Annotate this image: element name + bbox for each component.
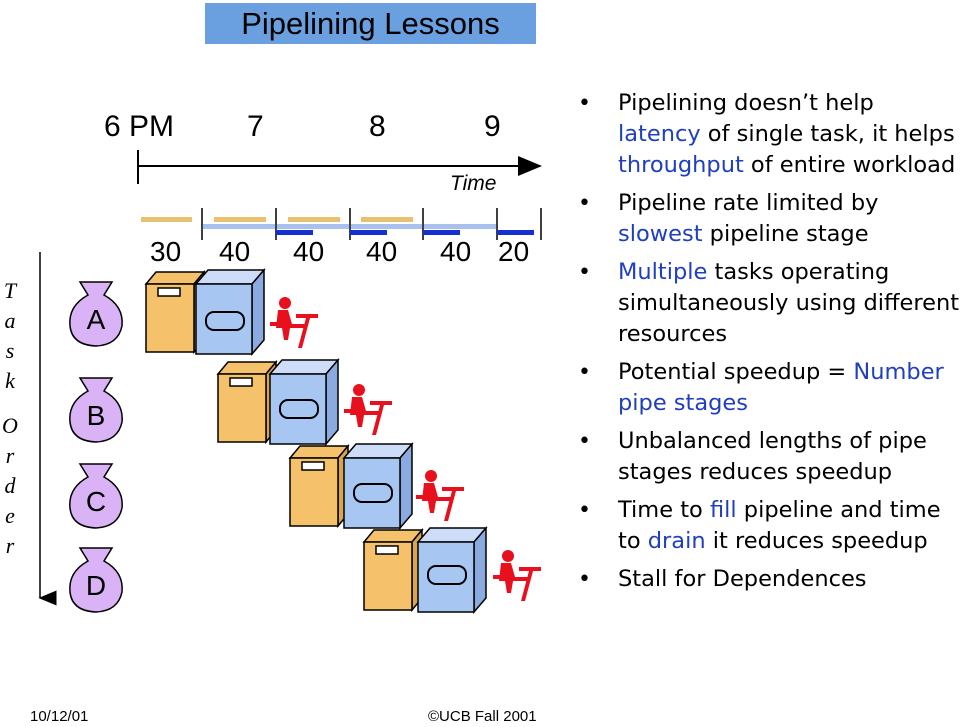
bullet-text: Stall for Dependences [618, 566, 867, 592]
axis-letter: s [5, 338, 15, 363]
dryer-bar [351, 224, 422, 229]
bullet-text: it reduces speedup [705, 528, 928, 554]
folder-bar [350, 230, 387, 235]
stage-duration-label: 40 [440, 236, 472, 267]
washer-bar [288, 217, 340, 222]
axis-letter: d [4, 473, 16, 498]
hour-label-6pm: 6 PM [104, 110, 175, 143]
bullet-item [578, 188, 960, 250]
dryer-icon [418, 528, 486, 612]
bullet-text: of entire workload [743, 152, 956, 178]
stage-duration-label: 20 [498, 236, 530, 267]
stage-duration-label: 30 [150, 236, 182, 267]
bullet-text: Unbalanced lengths of pipe stages reduces speedup [618, 428, 927, 485]
highlight-text: Multiple [618, 259, 708, 285]
stage-duration-label: 40 [293, 236, 325, 267]
stage-bars [141, 217, 534, 235]
washer-bar [141, 217, 192, 222]
folder-person-icon [270, 297, 318, 348]
axis-letter: k [5, 368, 15, 393]
axis-letter: r [5, 443, 15, 468]
bullet-text: Time to [618, 497, 710, 523]
footer-date: 10/12/01 [30, 708, 89, 725]
dryer-icon [344, 444, 412, 528]
folder-bar [423, 230, 460, 235]
hour-label-7: 7 [247, 110, 264, 143]
hour-label-9: 9 [484, 110, 501, 143]
bullet-item [578, 564, 960, 595]
dryer-icon [270, 360, 338, 444]
task-label-a: A [86, 304, 106, 335]
lessons-bullet-list [578, 88, 960, 602]
stage-duration-label: 40 [366, 236, 398, 267]
bullet-item [578, 88, 960, 181]
folder-person-icon [344, 384, 392, 435]
washer-icon [290, 446, 348, 526]
washer-icon [364, 530, 422, 610]
folder-bar [497, 230, 534, 235]
bullet-item [578, 495, 960, 557]
bullet-text: of single task, it helps [700, 121, 955, 147]
dryer-icon [196, 270, 264, 354]
bullet-text: pipeline stage [702, 221, 869, 247]
hour-label-8: 8 [369, 110, 386, 143]
bullet-text: pipeline and time to [618, 497, 941, 554]
bullet-item [578, 257, 960, 350]
highlight-text: throughput [618, 152, 744, 178]
footer-copyright: ©UCB Fall 2001 [428, 708, 537, 725]
slide-title: Pipelining Lessons [205, 3, 536, 44]
axis-letter: r [5, 533, 15, 558]
axis-letter: T [3, 278, 17, 303]
washer-bar [361, 217, 413, 222]
highlight-text: latency [618, 121, 701, 147]
dryer-bar [277, 224, 349, 229]
bullet-text: Potential speedup = [618, 359, 854, 385]
axis-letter: a [4, 308, 16, 333]
time-axis-label: Time [450, 172, 497, 195]
bullet-item [578, 357, 960, 419]
bullet-text: Pipeline rate limited by [618, 190, 879, 216]
folder-person-icon [493, 550, 541, 601]
folder-bar [276, 230, 313, 235]
axis-letter: O [2, 413, 18, 438]
washer-icon [218, 362, 276, 442]
washer-bar [214, 217, 266, 222]
dryer-bar [424, 224, 496, 229]
task-label-c: C [85, 486, 107, 517]
axis-letter: e [5, 503, 15, 528]
folder-person-icon [416, 470, 464, 521]
bullet-text: Pipelining doesn’t help [618, 90, 874, 116]
bullet-text: tasks operating simultaneously using different resources [618, 259, 960, 347]
bullet-item [578, 426, 960, 488]
task-label-d: D [85, 570, 107, 601]
dryer-bar [203, 224, 275, 229]
highlight-text: Number pipe stages [618, 359, 944, 416]
stage-duration-label: 40 [219, 236, 251, 267]
highlight-text: slowest [618, 221, 703, 247]
highlight-text: fill [709, 497, 737, 523]
task-label-b: B [86, 400, 106, 431]
highlight-text: drain [647, 528, 706, 554]
